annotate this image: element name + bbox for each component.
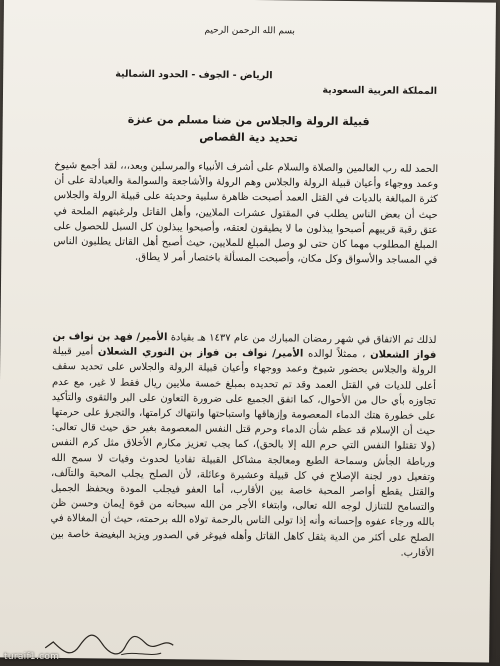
prince-fahd-name: الأمير/ فهد بن نواف بن فواز الشعلان [52,330,437,362]
paragraph-1: الحمد لله رب العالمين والصلاة والسلام على أشرف الأنبياء والمرسلين وبعد،،، لقد أجمع شيوخ وعمد ووجهاء وأعيان قبيلة الرولة والجلاس وهم الرولة والأشاجعة والسوالمة والعبادلة على أن كثرة المبالغة بالديات في القتل العمد أصبحت ظاهرة سلبية وحديثة على قبيلة الرولة والجلاس حيث أن بعض الناس يطلب في المقتول عشرات الملايين، وأهل القاتل ولرغبتهم الملحة في عتق رقبة قريبهم أصبحوا يبذلون ما لا يطيقون لعتقه، وأصبحوا يبذلون كل السبل للحصول على المبلغ المطلوب مهما كان حتى لو وصل المبلغ للملايين، حيث أصبح أهل القاتل يطلبون الناس في المساجد والأسواق وكل مكان، وأصبحت المسألة باختصار أمر لا يطاق. [53,159,439,267]
prince-nawaf-name: الأمير/ نواف بن فواز بن النوري الشعلان [97,346,304,360]
site-watermark: turaif1.com [4,652,60,662]
paragraph-2-text-a: لذلك تم الاتفاق في شهر رمضان المبارك من عام ١٤٣٧ هـ بقيادة [167,332,437,346]
locations-header: الرياض - الجوف - الحدود الشمالية [115,68,273,82]
basmala-heading: بسم الله الرحمن الرحيم [204,25,295,37]
document-title [2,109,494,148]
paragraph-2-text-b: ، ممثلاً لوالده [303,348,371,361]
title-line-1: قبيلة الرولة والجلاس من ضنا مسلم من عنزة [127,112,370,129]
country-header: المملكة العربية السعودية [322,84,438,97]
paragraph-2 [50,329,436,561]
handwritten-signature [39,630,179,661]
title-line-2: تحديد دية القصاص [199,130,298,145]
paragraph-2-text-c: أمير قبيلة الرولة والجلاس بحضور شيوخ وعمد ووجهاء وأعيان قبيلة الرولة والجلاس على تحديد سقف أعلى للديات في القتل العمد وقد تم تحديده بمبلغ خمسة ملايين ريال فقط لا غير، مع عدم تجاوزه بأي حال من الأحوال، كما اتفق الجميع على ضرورة التعاون على البر والتقوى والتأكيد على خطورة هتك الدماء المعصومة وإزهاقها واستباحتها وانتهاك كرامتها، والتجرؤ على حرمتها حيث أن الإسلام قد عظم شأن الدماء وحرم قتل النفس المعصومة بغير حق حيث قال تعالى: (ولا تقتلوا النفس التي حرم الله إلا بالحق)، كما يجب تعزيز مكارم الأخلاق مثل كرم النفس ورباطة الجأش وسماحة الطبع ومعالجة مشاكل القبيلة تفاديا لحدوث وفيات لا سمح الله وتفعيل دور لجنة الإصلاح في كل قبيلة وعشيرة وعائلة، لأن الصلح يجلب المحبة والتآلف، والقتل يقطع أواصر المحبة خاصة بين الأقارب، أما العفو فيجلب المودة ويحفظ الجميل والتسامح للتنازل لوجه الله تعالى، وابتغاء الأجر من الله سبحانه من قوة إيمان وحسن ظن بالله ورجاء عفوه وإحسانه وأنه إذا تولى الناس بالرحمة تولاه الله برحمته، حيث أن المغالاة في الصلح على أكثر من الدية يثقل كاهل القاتل وأهله فيوغر في الصدور ويزيد البغيضة خاصة بين الأقارب. [50,346,437,559]
